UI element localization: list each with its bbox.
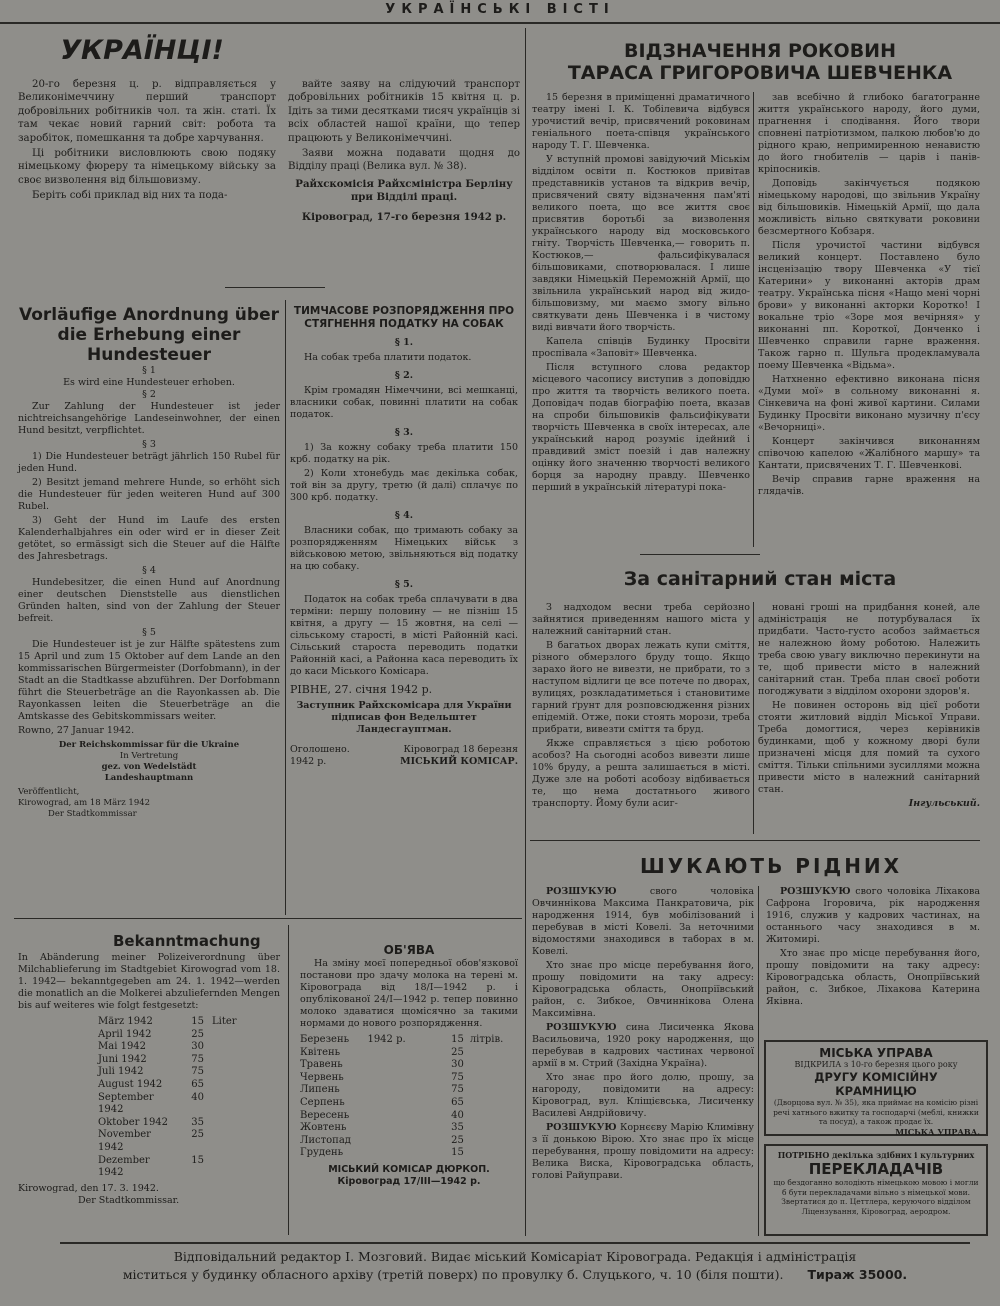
column-divider [288,925,289,1235]
obyava-text: На зміну моєї попередньої обов'язкової постанови про здачу молока на терені м. Кіровограда від 18/I—1942 р. і опублікованої 24/I—1942 р. тепер повинно молоко здаватися щомісячно за такими нормами до нового розпорядження. [300,958,518,1029]
table-cell: 15 [191,1154,204,1166]
table-cell: 35 [451,1122,464,1134]
table-cell: 30 [191,1041,204,1053]
ukraintsi-article [12,34,542,68]
table-cell [367,1135,425,1148]
paragraph: вайте заяву на слідуючий транспорт добровільних робітників 15 квітня ц. р. Ідіть за тими десятками тисяч українців зі всіх областей нашої країни, що тепер працюють у Великонімеччині. [288,79,520,144]
table-cell [464,1047,518,1060]
shevchenko-col1 [532,92,750,496]
paragraph: Капела співців Будинку Просвіти проспівала «Заповіт» Шевченка. [532,336,750,359]
paragraph: Не повинен осторонь від цієї роботи стояти житловий відділ Міської Управи. Треба домогтися, через керівників будинками, щоб у кожному дворі були призначені місця для помий та сухого сміття. Тільки спільними зусиллями можна привести місто в належний санітарний стан. [758,700,980,795]
published-note: Der Stadtkommissar [48,809,137,819]
footer-line-2: міститься у будинку обласного архіву (третій поверх) по провулку б. Слуцького, ч. 10 (біля пошти). [122,1267,784,1282]
table-row [98,1041,280,1054]
hundesteuer-ua-article [290,305,518,768]
table-cell: Серпень [300,1096,345,1108]
column-divider [758,886,759,1236]
table-cell: Березень [300,1034,350,1045]
obyava-signature: МІСЬКИЙ КОМІСАР ДЮРКОП. [328,1163,490,1175]
table-cell: 75 [451,1071,464,1083]
table-cell [367,1097,425,1110]
relatives-title-block [530,852,990,880]
table-row [98,1129,280,1154]
table-cell [204,1041,262,1054]
hundesteuer-de-article [18,305,280,820]
milk-quota-table [98,1016,280,1180]
table-cell: September 1942 [98,1091,154,1116]
section-text: 1) Die Hundesteuer beträgt jährlich 150 Rubel für jeden Hund. [18,451,280,474]
table-cell [204,1155,262,1180]
section-number: § 2 [142,389,156,400]
published-label: Оголошено. [290,744,350,755]
section-number: § 3 [142,439,156,450]
relatives-col2 [766,886,980,1010]
bekanntmachung-date: Kirowograd, den 17. 3. 1942. [18,1182,159,1194]
table-cell: 75 [451,1084,464,1096]
divider [640,554,760,555]
obyava-date: Кіровоград 17/III—1942 р. [337,1175,481,1187]
section-text: Es wird eine Hundesteuer erhoben. [63,377,235,388]
table-cell [367,1084,425,1097]
table-row [98,1029,280,1042]
table-row [98,1054,280,1067]
notice-lead: РОЗШУКУЮ [546,1122,617,1133]
bekanntmachung-title: Bekanntmachung [113,932,261,950]
ad-shop-line-5: МІСЬКА УПРАВА. [895,1126,980,1137]
table-cell [464,1147,518,1160]
section-text: Die Hundesteuer ist je zur Hälfte spätestens zum 15 April und zum 15 Oktober auf dem Lande an den kommissarischen Bürgermeister (Dorfobmann), in der Stadt an die Stadtkasse abzuführen. Der Dorfobmann führt die Steuerbeträge an die Rayonkassen ab. Die Rayonkassen leiten die Steuerbeträge an die Amtskasse des Gebitskommissars weiter. [18,639,281,722]
bekanntmachung-signature: Der Stadtkommissar. [78,1194,180,1206]
paragraph: Концерт закінчився виконанням співочою капелою «Жалібного маршу» та Кантати, присвячених Т. Г. Шевченкові. [758,436,980,471]
paragraph: Заяви можна подавати щодня до Відділу праці (Велика вул. № 38). [288,148,520,173]
section-text: Крім громадян Німеччини, всі мешканці, власники собак, повинні платити на собак податок. [290,385,518,420]
paragraph: Натхненно ефективно виконана пісня «Думи мої» в сольному виконанні я. Сінкевича на фоні живої картини. Силами Будинку Просвіти виконано музичну п'єсу «Вечорниці». [758,374,980,433]
footer [40,1248,990,1284]
sanitary-col1 [532,602,750,812]
table-cell: 40 [451,1109,464,1121]
table-cell: 30 [451,1059,464,1071]
published-note: Veröffentlicht, [18,787,80,797]
table-cell: April 1942 [98,1028,152,1040]
table-cell: 15 [191,1016,204,1027]
table-cell: Листопад [300,1134,351,1146]
notice [532,1022,754,1070]
notice-text: Хто знає про місце перебування його, прошу повідомити на таку адресу: Кіровоградська область, Онопріївський район, с. Зибкое, Овчиннікова Олена Максимівна. [532,960,754,1019]
ad-translators-line-3: що бездоганно володіють німецькою мовою і могли б бути перекладачами вільно з німецької мови. Звертатися до п. Цеттлера, керуючого відділом Ліцензування, Кіровоград, аеродром. [773,1178,979,1216]
section-text: Zur Zahlung der Hundesteuer ist jeder nichtreichsangehörige Landeseinwohner, der einen Hund besitzt, verpflichtet. [18,401,280,436]
paragraph: Якже справляється з цією роботою асобоз? На сьогодні асобоз вивезти лише 10% бруду, а решта залишається в місті. Дуже зле на роботі асобозу відбивається те, що нема достатнього живого транспорту. Йому були асиг- [532,738,750,809]
notice-text: Хто знає про його долю, прошу, за нагороду, повідомити на адресу: Кіровоград, вул. Кліщієвська, Лисиченку Василеві Андрійовичу. [532,1072,754,1119]
decree-date: РІВНЕ, 27. січня 1942 р. [290,683,433,696]
column-divider [753,92,754,547]
ad-shop-line-2: ВІДКРИЛА з 10-го березня цього року [794,1060,958,1069]
section-text: 3) Geht der Hund im Laufe des ersten Kalenderhalbjahres ein oder wird er in dieser Zeit getötet, so ermässigt sich die Steuer auf die Hälfte des Jahresbetrags. [18,515,280,562]
section-number: § 3. [394,427,414,438]
table-cell: August 1942 [98,1078,163,1090]
table-row [300,1047,518,1060]
table-row [300,1084,518,1097]
table-cell [204,1129,262,1154]
table-cell: Травень [300,1059,343,1071]
shevchenko-col2 [758,92,980,500]
table-cell: Dezember 1942 [98,1154,150,1179]
section-number: § 4 [142,565,156,576]
paragraph: 20-го березня ц. р. відправляється у Великонімеччину перший транспорт добровільних робітників чол. та жін. статі. Їх там чекає новий гарний світ: робота та заробіток, помешкання та добре харчування. [18,79,276,144]
table-cell: Червень [300,1071,344,1083]
section-text: 2) Besitzt jemand mehrere Hunde, so erhöht sich die Hundesteuer für jeden weiteren Hund auf 300 Rubel. [18,477,280,512]
table-cell [464,1059,518,1072]
section-number: § 1 [142,365,156,376]
table-cell [204,1054,262,1067]
paragraph: У вступній промові завідуючий Міськім відділом освіти п. Костюков привітав представників установ та відкрив вечір, присвячений святу відзначення пам'яті великого поета, що все життя своє присвятив боротьбі за визволення українського народу від московського гніту. Творчість Шевченка,— говорить п. Костюков,— фальсифікувалася більшовиками, спотворювалася. І лише завдяки Німецькій Переможній Армії, що звільнила український народ від жидо-більшовизму, ми маємо змогу вільно святкувати день Шевченка і в чистому виді вивчати його творчість. [532,154,750,333]
table-row [98,1092,280,1117]
published-row [290,756,518,768]
table-cell: Липень [300,1084,340,1096]
table-cell [204,1029,262,1042]
notice [766,948,980,1008]
notice-text: свого чоловіка Овчиннікова Максима Панкратовича, рік народження 1914, був мобілізований і перебував в місті Ковелі. За неточними відомостями знаходився в таборах в м. Ковелі. [532,886,754,957]
table-cell [464,1097,518,1110]
published-year: 1942 р. [290,756,327,767]
bekanntmachung-article [18,930,280,1207]
footer-line-1: Відповідальний редактор І. Мозговий. Видає міський Комісаріат Кіровограда. Редакція і адміністрація [173,1249,857,1264]
obyava-title: ОБ'ЯВА [383,943,435,957]
table-row [98,1079,280,1092]
paragraph: новані гроші на придбання коней, але адміністрація не потурбувалася їх придбати. Часто-густо асобоз займається не належною йому роботою. Належить треба свою увагу виключно перекинути на те, щоб привести місто в належний санітарний стан. Треба план своєї роботи погоджувати з відділом охорони здоров'я. [758,602,980,697]
table-cell [204,1092,262,1117]
table-row [98,1117,280,1130]
table-cell [204,1117,262,1130]
signature-line: In Vertretung [119,751,179,761]
paragraph: Беріть собі приклад від них та пода- [32,190,228,202]
shevchenko-title-1: ВІДЗНАЧЕННЯ РОКОВИН [623,40,896,62]
table-cell [367,1047,425,1060]
ad-shop-line-4: (Дворцова вул. № 35), яка приймає на комісію різні речі хатнього вжитку та господарчі (меблі, книжки та посуд), а також продає їх. [773,1098,979,1126]
paragraph: Ці робітники висловлюють свою подяку німецькому фюреру та німецькому війську за своє визволення від більшовизму. [18,148,276,186]
section-number: § 5. [394,579,414,590]
table-cell: літрів. [469,1034,504,1045]
table-cell [464,1110,518,1123]
divider [530,840,980,841]
table-cell: 25 [451,1046,464,1058]
table-cell: Oktober 1942 [98,1116,169,1128]
column-divider [285,300,286,915]
table-cell [204,1079,262,1092]
table-cell: Liter [212,1016,237,1027]
signature-line: Landeshauptmann [104,773,194,783]
hundesteuer-ua-title: ТИМЧАСОВЕ РОЗПОРЯДЖЕННЯ ПРО СТЯГНЕННЯ ПОДАТКУ НА СОБАК [293,305,515,330]
paragraph: Після вступного слова редактор місцевого часопису виступив з доповіддю про життя та творчість великого поета. Доповідач подав біографію поета, вказав на спроби більшовиків фальсифікувати творчість Шевченка в своїх інтересах, але український народ розуміє ідейний і правдивий зміст поезій і дав належну оцінку його значенню творчості великого борця за народну правду. Шевченко перший в українській літературі пока- [532,362,750,493]
table-cell: November 1942 [98,1129,151,1153]
notice-text: сина Лисиченка Якова Васильовича, 1920 року народження, що перебував в кадрових частинах червоної армії в м. Стрий (Західна Україна). [532,1022,754,1069]
sanitary-col2 [758,602,980,810]
divider [225,287,325,288]
table-cell: Mai 1942 [98,1041,147,1053]
table-cell: 25 [191,1028,204,1040]
signature-line: Der Reichskommissar für die Ukraine [58,740,240,750]
sanitary-signature: Інгульський. [908,798,980,809]
milk-quota-table-ua [300,1034,518,1160]
translators-ad [764,1144,988,1236]
table-row [300,1135,518,1148]
table-cell [464,1084,518,1097]
table-cell: 35 [191,1116,204,1128]
table-cell [464,1135,518,1148]
published-signature: МІСЬКИЙ КОМІСАР. [400,756,518,767]
table-row [300,1059,518,1072]
table-cell [204,1066,262,1079]
notice [766,886,980,946]
table-row [98,1155,280,1180]
table-row [300,1072,518,1085]
paragraph: Після урочистої частини відбувся великий концерт. Поставлено було інсценізацію твору Шевченка «У тієї Катерини» у виконанні акторів драм театру. Українська пісня «Нащо мені чорні брови» у виконанні акторки Коротко! І вокальне тріо «Зоре моя вечірняя» у виконанні пп. Короткої, Донченко і Шевченко справили гарне враження. Також гарно п. Шульга продекламувала поему Шевченка «Відьма». [758,240,980,371]
table-cell: Juni 1942 [98,1053,147,1065]
section-number: § 5 [142,627,156,638]
paragraph: зав всебічно й глибоко багатогранне життя українського народу, його думи, прагнення і сподівання. Його твори сповнені патріотизмом, палкою любов'ю до рідного краю, непримиренною ненавистю до його гнобителів — царів і панів-кріпосників. [758,92,980,175]
table-row [300,1147,518,1160]
table-row [300,1110,518,1123]
table-cell: Juli 1942 [98,1066,144,1078]
table-row [98,1066,280,1079]
relatives-col1 [532,886,754,1184]
relatives-title: ШУКАЮТЬ РІДНИХ [640,854,903,878]
table-row [300,1034,518,1047]
section-text: На собак треба платити податок. [304,352,472,363]
table-cell [367,1059,425,1072]
section-text: 1) За кожну собаку треба платити 150 крб. податку на рік. [290,442,518,465]
paragraph: З надходом весни треба серйозно зайнятися приведенням нашого міста у належний санітарний стан. [532,602,750,637]
table-cell [367,1122,425,1135]
shevchenko-title-block [530,40,990,84]
notice-lead: РОЗШУКУЮ [780,886,851,897]
notice [532,1122,754,1182]
sanitary-title-block [530,566,990,592]
signature-line: gez. von Wedelstädt [101,762,197,772]
shevchenko-title-2: ТАРАСА ГРИГОРОВИЧА ШЕВЧЕНКА [567,62,953,84]
section-text: 2) Коли хтонебудь має декілька собак, той він за другу, третю (й далі) сплачує по 300 крб. податку. [290,468,518,503]
paragraph: В багатьох дворах лежать купи сміття, різного обмерзлого бруду тощо. Якщо зарахо його не вивезти, не прибрати, то з наступом відлиги це все потече по дворах, вулицях, розкладатиметься і становитиме гарний ґрунт для розповсюдження різних епідемій. Отже, поки стоять морози, треба прибрати, вивезти сміття та бруд. [532,640,750,735]
table-cell: 25 [451,1134,464,1146]
footer-circulation: Тираж 35000. [807,1267,908,1282]
table-cell: Вересень [300,1109,350,1121]
ukraintsi-signature: Райхскомісія Райхсміністра Берліну при Відділі праці. [295,177,513,204]
table-cell: 75 [191,1066,204,1078]
sanitary-title: За санітарний стан міста [623,568,897,590]
notice-lead: РОЗШУКУЮ [546,1022,617,1033]
table-row [300,1097,518,1110]
obyava-article [300,942,518,1188]
table-cell: 15 [451,1147,464,1159]
section-text: Hundebesitzer, die einen Hund auf Anordnung einer deutschen Dienststelle aus dienstlichen Gründen halten, sind von der Zahlung der Steuer befreit. [18,577,280,624]
table-cell [464,1072,518,1085]
decree-date: Rowno, 27 Januar 1942. [18,725,135,736]
notice [532,960,754,1020]
paragraph: Доповідь закінчується подякою німецькому народові, що звільнив Україну від більшовиків. Німецькій Армії, що дала можливість вільно святкувати роковини безсмертного Кобзаря. [758,178,980,237]
masthead: УКРАЇНСЬКІ ВІСТІ [0,0,1000,24]
notice [532,886,754,958]
footer-line-2-wrap [40,1266,990,1284]
table-cell [367,1072,425,1085]
table-cell: 65 [451,1096,464,1108]
table-cell [464,1122,518,1135]
table-cell: 75 [191,1053,204,1065]
ad-translators-line-1: ПОТРІБНО декілька здібних і культурних [777,1150,975,1160]
notice-text: Хто знає про місце перебування його, прошу повідомити на таку адресу: Кіровоградська область, Онопріївський район, с. Зибкое, Ліхакова Катерина Яківна. [766,948,980,1007]
column-divider [753,602,754,834]
notice [532,1072,754,1120]
ad-shop-line-1: МІСЬКА УПРАВА [819,1046,933,1060]
table-cell: 65 [191,1078,204,1090]
hundesteuer-de-title: Vorläufige Anordnung über die Erhebung einer Hundesteuer [19,305,279,365]
table-cell: Грудень [300,1147,344,1159]
published-city: Кіровоград 18 березня [403,744,518,755]
ukraintsi-title: УКРАЇНЦІ! [60,35,224,66]
table-cell: 25 [191,1129,204,1141]
paragraph: Вечір справив гарне враження на глядачів. [758,474,980,497]
commission-shop-ad [764,1040,988,1136]
ukraintsi-col1 [18,78,276,205]
notice-lead: РОЗШУКУЮ [546,886,617,897]
table-cell: 15 [451,1034,464,1045]
section-text: Податок на собак треба сплачувати в два терміни: першу половину — не пізніш 15 квітня, а другу — 15 жовтня, на селі — сільському старості, в місті Районній касі. Сільський староста переводить податки Районній касі, а Районна каса переводить їх до каси Міського Комісара. [290,594,518,677]
section-number: § 2. [394,370,414,381]
paragraph: 15 березня в приміщенні драматичного театру імені І. К. Тобілевича відбувся урочистий вечір, присвячений роковинам геніального поета-співця українського народу Т. Г. Шевченка. [532,92,750,151]
table-row [300,1122,518,1135]
table-cell: 40 [191,1091,204,1103]
section-number: § 1. [394,337,414,348]
ad-shop-line-3: ДРУГУ КОМІСІЙНУ КРАМНИЦЮ [814,1070,938,1098]
section-text: Власники собак, що тримають собаку за розпорядженням Німецьких військ з військовою метою, звільняються від податку на цю собаку. [290,525,518,572]
divider [14,918,522,919]
decree-signature: Заступник Райхскомісара для України підписав фон Ведельштет Ландесгауптман. [296,700,512,735]
ukraintsi-date: Кіровоград, 17-го березня 1942 р. [301,210,507,223]
ad-translators-line-2: ПЕРЕКЛАДАЧІВ [808,1160,944,1178]
table-cell: 1942 р. [367,1034,406,1045]
section-number: § 4. [394,510,414,521]
table-cell [367,1110,425,1123]
bekanntmachung-text: In Abänderung meiner Polizeiverordnung über Milchablieferung im Stadtgebiet Kirowograd vom 18. 1. 1942— bekanntgegeben am 24. 1. 1942—werden die monatlich an die Molkerei abzuliefernden Mengen bis auf weiteres wie folgt festgesetzt: [18,952,280,1011]
table-cell [367,1147,425,1160]
ukraintsi-col2 [288,78,520,224]
published-note: Kirowograd, am 18 März 1942 [18,798,151,808]
notice-text: свого чоловіка Ліхакова Сафрона Ігоровича, рік народження 1916, служив у кадрових частинах, на останнього часу знаходився в м. Житомирі. [766,886,980,945]
column-divider [525,28,526,1236]
published-row [290,744,518,756]
table-cell: Квітень [300,1046,341,1058]
table-cell: März 1942 [98,1016,153,1027]
footer-divider [60,1242,970,1244]
table-row [98,1016,280,1029]
table-cell: Жовтень [300,1122,347,1134]
notice-text: Корнєєву Марію Климівну з її донькою Вірою. Хто знає про їх місце перебування, прошу повідомити на адресу: Велика Виска, Кіровоградська область, голові Райуправи. [532,1122,754,1181]
